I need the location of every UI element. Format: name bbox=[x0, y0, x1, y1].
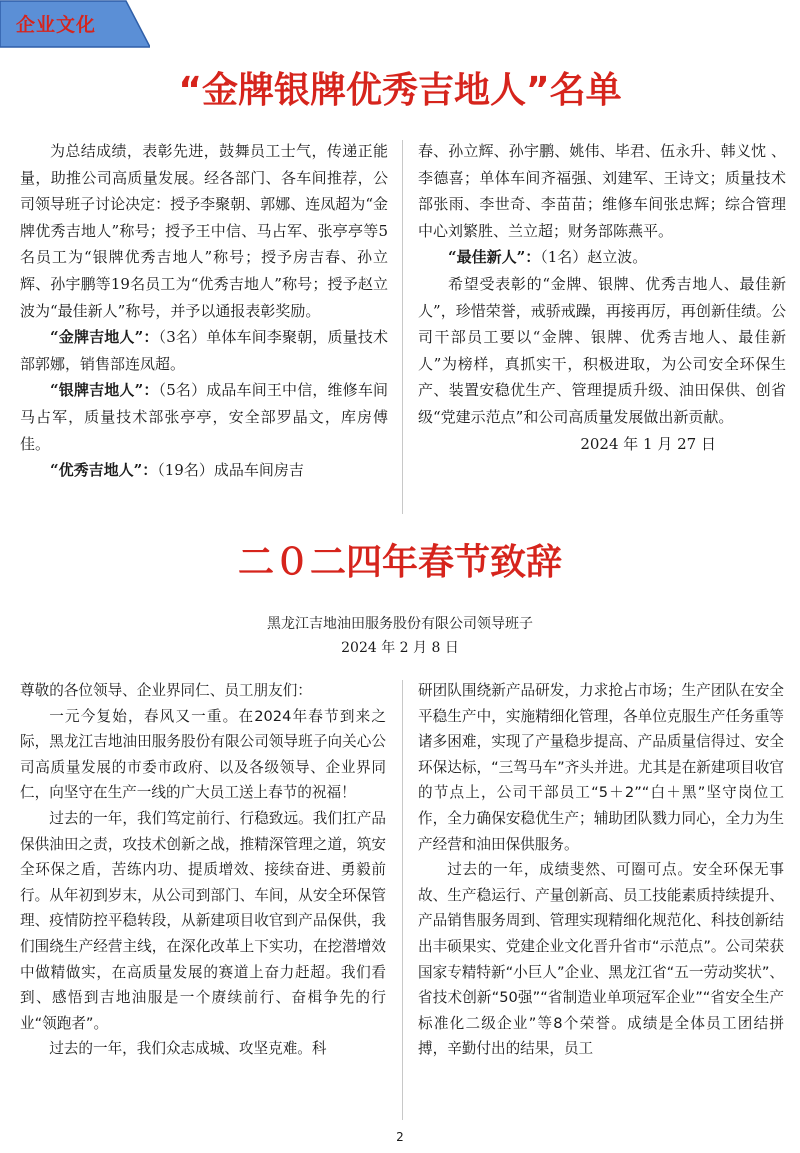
article2-paragraph-1: 一元今复始，春风又一重。在2024年春节到来之际，黑龙江吉地油田服务股份有限公司领导班子向关心公司高质量发展的市委市政府、以及各级领导、企业界同仁，向坚守在生产一线的广大员工送上春节的祝福！ bbox=[20, 707, 386, 802]
column-divider-bottom bbox=[402, 680, 403, 1120]
article1-silver-entry bbox=[20, 377, 388, 457]
article1-title: “金牌银牌优秀吉地人”名单 bbox=[178, 70, 622, 111]
excellent-text-b: 春、孙立辉、孙宇鹏、姚伟、毕君、伍永升、韩义忱 、李德喜；单体车间齐福强、刘建军、王诗文；质量技术部张雨、李世奇、李苗苗；维修车间张忠辉；综合管理中心刘繁胜、兰立超；财务部陈燕平。 bbox=[418, 142, 786, 240]
article2-date: 2024 年 2 月 8 日 bbox=[341, 640, 459, 656]
article1-column-right bbox=[418, 138, 786, 457]
gold-text: （3名）单体车间李聚朝，质量技术部郭娜，销售部连凤超。 bbox=[20, 328, 388, 373]
article1-gold-entry bbox=[20, 324, 388, 377]
article2-paragraph-2: 过去的一年，我们笃定前行、行稳致远。我们扛产品保供油田之责，攻技术创新之战，推精深管理之道，筑安全环保之盾，苦练内功、提质增效、接续奋进、勇毅前行。从年初到岁末，从公司到部门、车间，从安全环保管理、疫情防控平稳转段，从新建项目收官到产品保供，我们围绕生产经营主线，在深化改革上下实功，在挖潜增效中做精做实，在高质量发展的赛道上奋力赶超。我们看到、感悟到吉地油服是一个赓续前行、奋楫争先的行业“领跑者”。 bbox=[20, 809, 386, 1032]
page-number: 2 bbox=[396, 1130, 404, 1144]
article1-excellent-entry bbox=[20, 457, 388, 484]
excellent-label: “优秀吉地人”： bbox=[50, 461, 158, 480]
newcomer-label: “最佳新人”： bbox=[448, 248, 541, 267]
article2-byline bbox=[0, 612, 800, 660]
article1-intro: 为总结成绩，表彰先进，鼓舞员工士气，传递正能量，助推公司高质量发展。经各部门、各车间推荐，公司领导班子讨论决定：授予李聚朝、郭娜、连凤超为“金牌优秀吉地人”称号；授予王中信、马占军、张亭亭等5名员工为“银牌优秀吉地人”称号；授予房吉春、孙立辉、孙宇鹏等19名员工为“优秀吉地人”称号；授予赵立波为“最佳新人”称号，并予以通报表彰奖励。 bbox=[20, 142, 388, 320]
gold-label: “金牌吉地人”： bbox=[50, 328, 159, 347]
silver-label: “银牌吉地人”： bbox=[50, 381, 159, 400]
article1-date: 2024 年 1 月 27 日 bbox=[580, 434, 716, 453]
article2-salutation: 尊敬的各位领导、企业界同仁、员工朋友们： bbox=[20, 682, 312, 699]
section-badge-label: 企业文化 bbox=[16, 14, 97, 36]
article2-title: 二０二四年春节致辞 bbox=[237, 542, 562, 583]
article1-column-left bbox=[20, 138, 388, 484]
newcomer-text: （1名）赵立波。 bbox=[540, 248, 648, 267]
column-divider-top bbox=[402, 140, 403, 514]
article2-column-right bbox=[418, 678, 784, 1062]
silver-text: （5名）成品车间王中信，维修车间马占军，质量技术部张亭亭，安全部罗晶文，库房傅佳。 bbox=[20, 381, 388, 453]
excellent-text-a: （19名）成品车间房吉 bbox=[157, 461, 304, 480]
article2-paragraph-3-start: 过去的一年，我们众志成城、攻坚克难。科 bbox=[49, 1040, 327, 1058]
article1-newcomer-entry bbox=[418, 244, 786, 271]
article2-author: 黑龙江吉地油田服务股份有限公司领导班子 bbox=[267, 616, 533, 632]
article1-closing: 希望受表彰的“金牌、银牌、优秀吉地人、最佳新人”，珍惜荣誉，戒骄戒躁，再接再厉，再创新佳绩。公司干部员工要以“金牌、银牌、优秀吉地人、最佳新人”为榜样，真抓实干，积极进取，为公司安全环保生产、装置安稳优生产、管理提质升级、油田保供、创省级“党建示范点”和公司高质量发展做出新贡献。 bbox=[418, 274, 786, 426]
section-badge bbox=[0, 0, 150, 48]
article2-paragraph-4: 过去的一年，成绩斐然、可圈可点。安全环保无事故、生产稳运行、产量创新高、员工技能素质持续提升、产品销售服务周到、管理实现精细化规范化、科技创新结出丰硕果实、党建企业文化晋升省市“示范点”。公司荣获国家专精特新“小巨人”企业、黑龙江省“五一劳动奖状”、省技术创新“50强”“省制造业单项冠军企业”“省安全生产标准化二级企业”等8个荣誉。成绩是全体员工团结拼搏，辛勤付出的结果，员工 bbox=[418, 861, 784, 1058]
article2-column-left bbox=[20, 678, 386, 1062]
article2-paragraph-3-end: 研团队围绕新产品研发，力求抢占市场；生产团队在安全平稳生产中，实施精细化管理，各单位克服生产任务重等诸多困难，实现了产量稳步提高、产品质量信得过、安全环保达标，“三驾马车”齐头并进。尤其是在新建项目收官的节点上，公司干部员工“5＋2”“白＋黑”坚守岗位工作，全力确保安稳优生产；辅助团队戮力同心，全力为生产经营和油田保供服务。 bbox=[418, 682, 784, 853]
